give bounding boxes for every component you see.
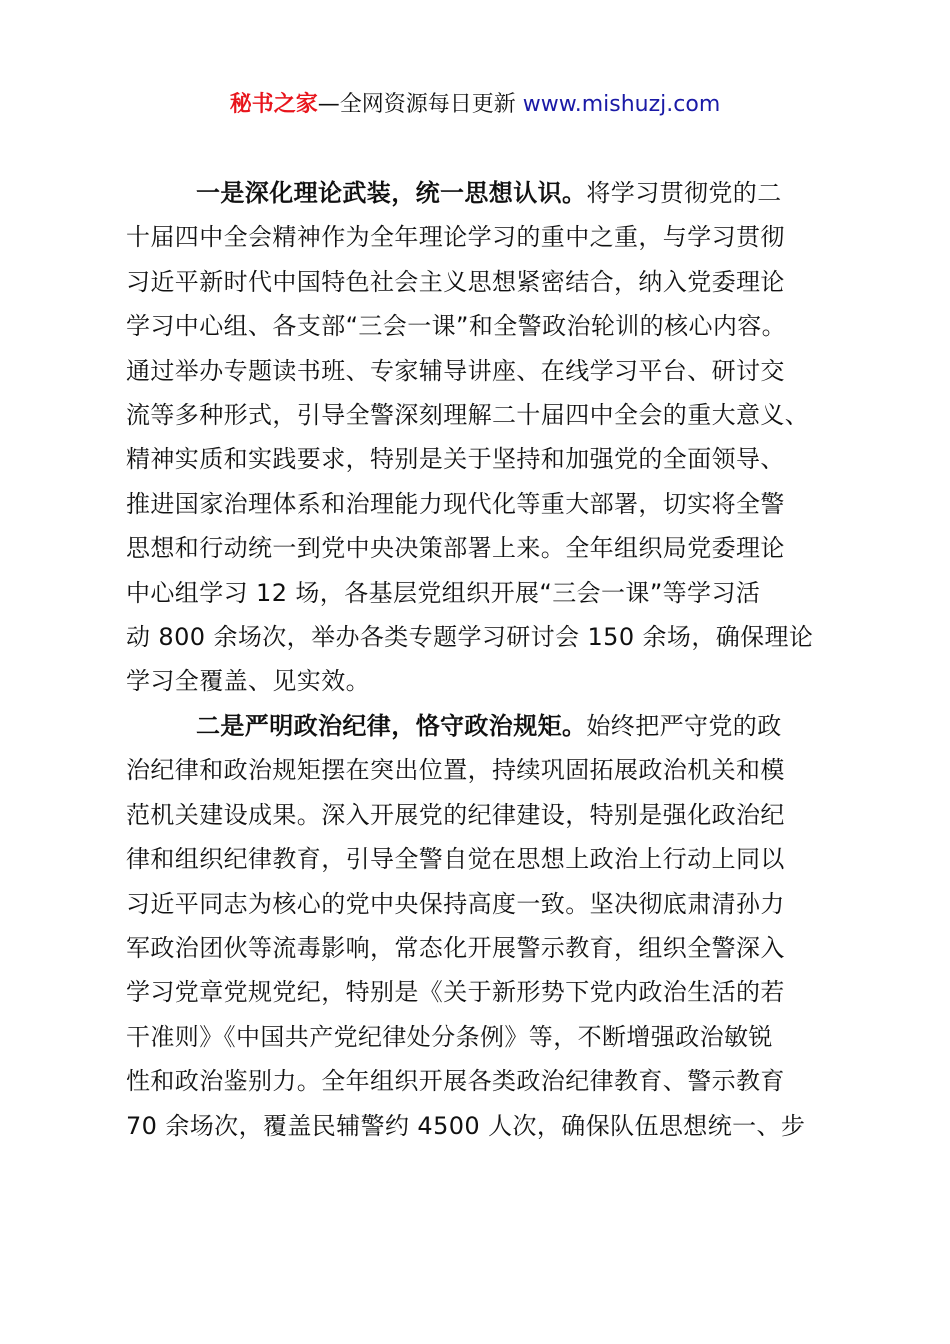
paragraph-line: 思想和行动统一到党中央决策部署上来。全年组织局党委理论 [126, 534, 785, 563]
paragraph-heading: 一是深化理论武装，统一思想认识。 [196, 179, 587, 207]
paragraph-line: 学习中心组、各支部“三会一课”和全警政治轮训的核心内容。 [126, 312, 787, 341]
paragraph-line: 二是严明政治纪律，恪守政治规矩。始终把严守党的政 [196, 711, 782, 740]
paragraph-line: 学习全覆盖、见实效。 [126, 667, 370, 696]
document-body [126, 171, 846, 1148]
paragraph-line: 动 800 余场次，举办各类专题学习研讨会 150 余场，确保理论 [126, 623, 814, 652]
paragraph-discipline [126, 704, 846, 1148]
paragraph-line: 推进国家治理体系和治理能力现代化等重大部署，切实将全警 [126, 489, 785, 518]
paragraph-line: 70 余场次，覆盖民辅警约 4500 人次，确保队伍思想统一、步 [126, 1111, 806, 1140]
paragraph-line: 习近平同志为核心的党中央保持高度一致。坚决彻底肃清孙力 [126, 889, 785, 918]
paragraph-line: 干准则》《中国共产党纪律处分条例》等，不断增强政治敏锐 [126, 1022, 773, 1051]
paragraph-line: 军政治团伙等流毒影响，常态化开展警示教育，组织全警深入 [126, 933, 785, 962]
paragraph-line: 一是深化理论武装，统一思想认识。将学习贯彻党的二 [196, 179, 782, 207]
paragraph-line: 流等多种形式，引导全警深刻理解二十届四中全会的重大意义、 [126, 401, 810, 430]
paragraph-line: 精神实质和实践要求，特别是关于坚持和加强党的全面领导、 [126, 445, 785, 474]
paragraph-line: 治纪律和政治规矩摆在突出位置，持续巩固拓展政治机关和模 [126, 756, 785, 785]
header-tagline: —全网资源每日更新 [317, 92, 523, 117]
paragraph-line: 十届四中全会精神作为全年理论学习的重中之重，与学习贯彻 [126, 223, 785, 252]
paragraph-line: 习近平新时代中国特色社会主义思想紧密结合，纳入党委理论 [126, 267, 785, 296]
paragraph-line: 学习党章党规党纪，特别是《关于新形势下党内政治生活的若 [126, 978, 785, 1007]
paragraph-line: 中心组学习 12 场，各基层党组织开展“三会一课”等学习活 [126, 578, 761, 607]
paragraph-line: 通过举办专题读书班、专家辅导讲座、在线学习平台、研讨交 [126, 356, 785, 385]
page-header [0, 88, 950, 122]
paragraph-line: 律和组织纪律教育，引导全警自觉在思想上政治上行动上同以 [126, 845, 785, 874]
paragraph-line: 性和政治鉴别力。全年组织开展各类政治纪律教育、警示教育 [126, 1067, 785, 1096]
site-url-link[interactable]: www.mishuzj.com [522, 92, 721, 117]
paragraph-theory [126, 171, 846, 704]
paragraph-heading: 二是严明政治纪律，恪守政治规矩。 [196, 711, 587, 740]
paragraph-line: 范机关建设成果。深入开展党的纪律建设，特别是强化政治纪 [126, 800, 785, 829]
brand-name: 秘书之家 [229, 92, 318, 117]
